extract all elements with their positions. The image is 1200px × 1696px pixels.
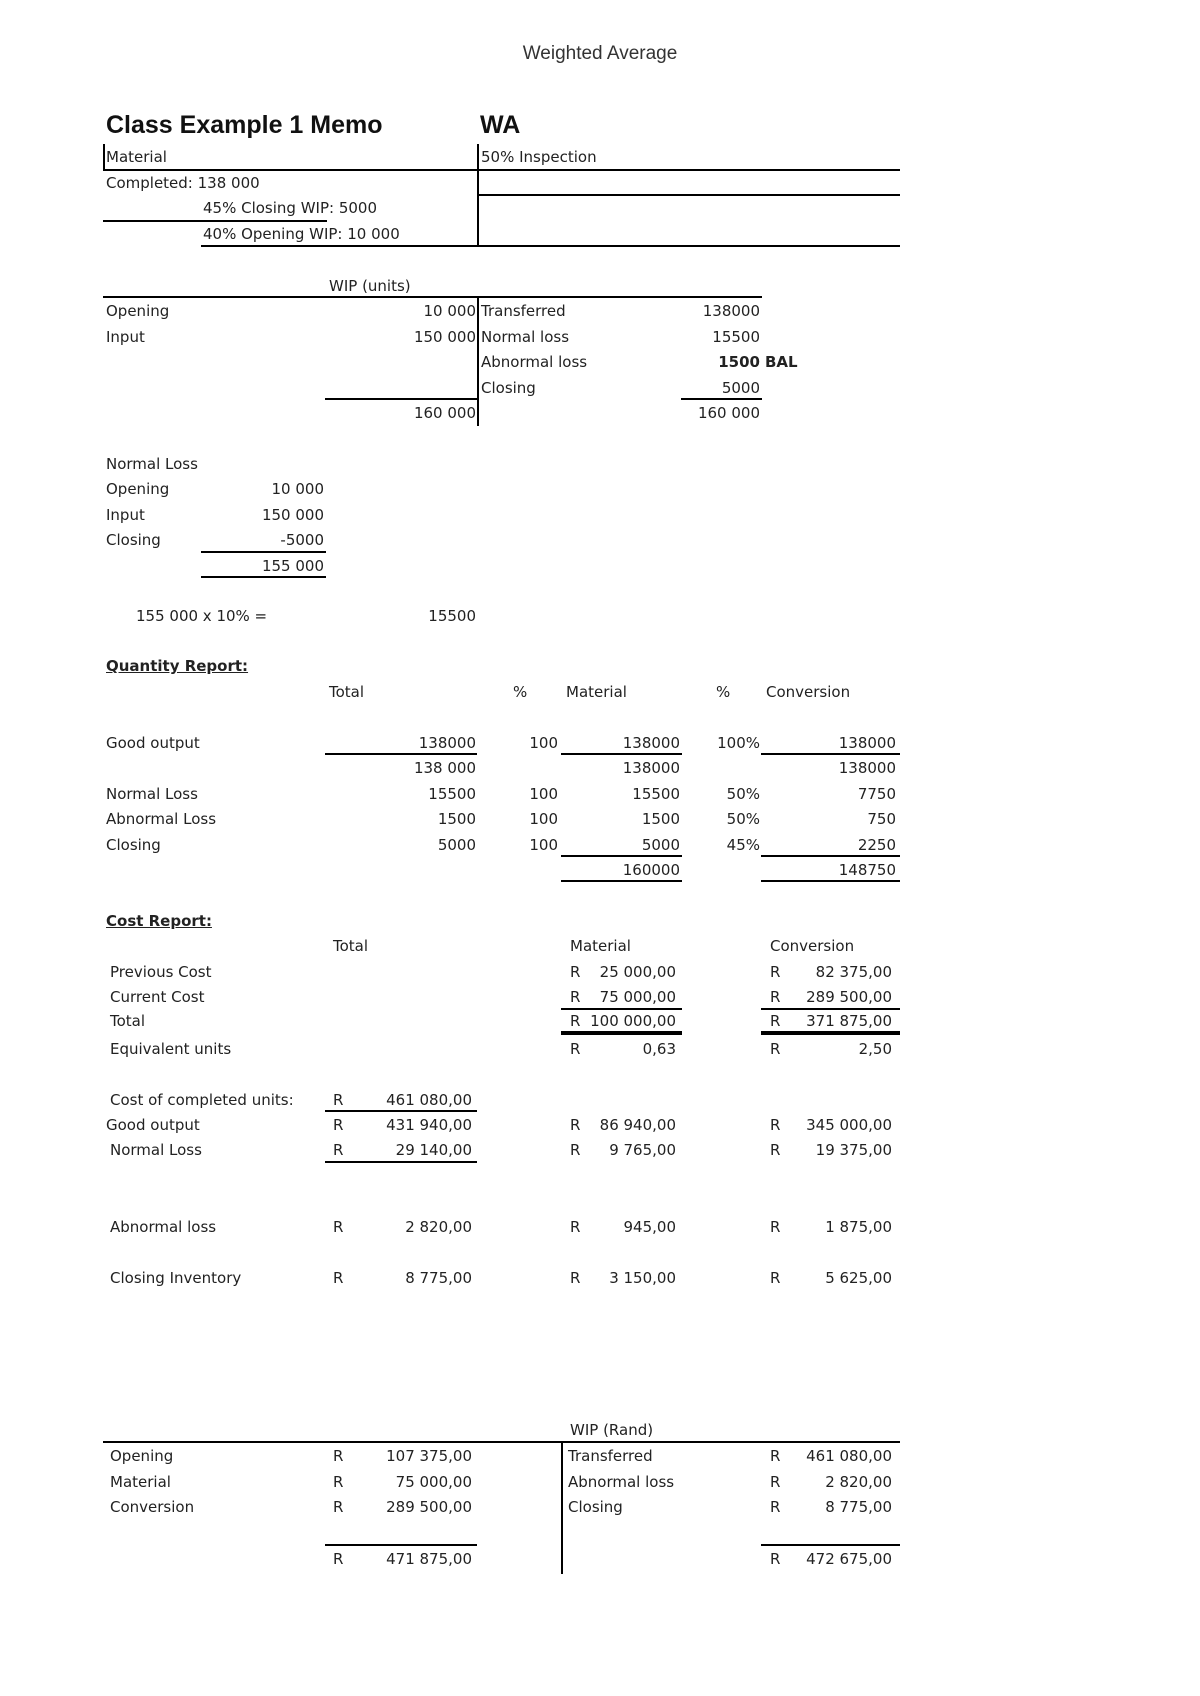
currency: R xyxy=(770,1141,781,1159)
cr-label: Current Cost xyxy=(110,988,205,1006)
qr-material: 1500 xyxy=(641,810,680,828)
rule xyxy=(761,753,900,755)
balance-note: BAL xyxy=(765,353,798,371)
info-completed: Completed: 138 000 xyxy=(106,174,260,192)
wr-label: Closing xyxy=(568,1498,623,1516)
nl-value: 10 000 xyxy=(271,480,324,498)
qr-label: Normal Loss xyxy=(106,785,198,803)
cr-label: Total xyxy=(110,1012,146,1030)
qr-material: 15500 xyxy=(632,785,680,803)
wip-credit-label: Transferred xyxy=(481,302,566,320)
cr-label: Abnormal loss xyxy=(110,1218,217,1236)
qr-material: 5000 xyxy=(641,836,680,854)
qr-header: % xyxy=(716,683,731,701)
currency: R xyxy=(570,1218,581,1236)
qr-total: 15500 xyxy=(428,785,476,803)
currency: R xyxy=(770,1498,781,1516)
currency: R xyxy=(770,1473,781,1491)
wip-debit-label: Input xyxy=(106,328,145,346)
cr-completed-label: Cost of completed units: xyxy=(110,1091,294,1109)
rule xyxy=(561,1008,682,1010)
wr-value: 289 500,00 xyxy=(386,1498,472,1516)
rule xyxy=(325,398,477,400)
currency: R xyxy=(770,1269,781,1287)
info-inspection: 50% Inspection xyxy=(481,148,597,166)
rule xyxy=(477,194,900,196)
cr-total: 431 940,00 xyxy=(386,1116,472,1134)
qr-conversion: 138000 xyxy=(838,734,896,752)
cr-material: 0,63 xyxy=(642,1040,676,1058)
rule xyxy=(561,880,682,882)
rule xyxy=(325,1110,477,1112)
wip-debit-label: Opening xyxy=(106,302,170,320)
wr-value: 107 375,00 xyxy=(386,1447,472,1465)
cr-material: 945,00 xyxy=(623,1218,676,1236)
t-divider xyxy=(477,296,479,426)
cr-header: Conversion xyxy=(770,937,855,955)
normal-loss-title: Normal Loss xyxy=(106,455,198,473)
currency: R xyxy=(770,963,781,981)
currency: R xyxy=(770,1040,781,1058)
cr-completed-total: 461 080,00 xyxy=(386,1091,472,1109)
wip-credit-value: 138000 xyxy=(702,302,760,320)
wr-value: 8 775,00 xyxy=(825,1498,892,1516)
currency: R xyxy=(333,1116,344,1134)
rule xyxy=(561,1031,682,1035)
cr-total: 2 820,00 xyxy=(405,1218,472,1236)
wip-credit-total: 160 000 xyxy=(697,404,760,422)
qr-total-conversion: 148750 xyxy=(838,861,896,879)
qr-header: % xyxy=(513,683,528,701)
cr-material: 75 000,00 xyxy=(599,988,676,1006)
rule xyxy=(103,1441,900,1443)
currency: R xyxy=(333,1498,344,1516)
wr-value: 461 080,00 xyxy=(806,1447,892,1465)
currency: R xyxy=(333,1091,344,1109)
cr-label: Equivalent units xyxy=(110,1040,232,1058)
t-divider xyxy=(561,1441,563,1574)
qr-conversion: 2250 xyxy=(857,836,896,854)
cr-label: Closing Inventory xyxy=(110,1269,242,1287)
qr-pct: 100% xyxy=(717,734,760,752)
cr-label: Normal Loss xyxy=(110,1141,202,1159)
page-header: Weighted Average xyxy=(522,43,678,64)
wr-label: Opening xyxy=(110,1447,174,1465)
cr-material: 86 940,00 xyxy=(599,1116,676,1134)
currency: R xyxy=(570,1141,581,1159)
nl-value: -5000 xyxy=(280,531,324,549)
qr-label: Good output xyxy=(106,734,200,752)
cr-conversion: 1 875,00 xyxy=(825,1218,892,1236)
cr-conversion: 289 500,00 xyxy=(806,988,892,1006)
wip-credit-label: Abnormal loss xyxy=(481,353,588,371)
cr-label: Good output xyxy=(106,1116,200,1134)
qr-total-material: 160000 xyxy=(622,861,680,879)
currency: R xyxy=(770,1012,781,1030)
rule xyxy=(103,169,900,171)
info-border xyxy=(103,144,105,170)
wip-debit-value: 10 000 xyxy=(423,302,476,320)
qr-subtotal: 138000 xyxy=(622,759,680,777)
qr-label: Abnormal Loss xyxy=(106,810,217,828)
nl-result: 15500 xyxy=(428,607,476,625)
rule xyxy=(325,753,477,755)
qr-pct: 50% xyxy=(726,810,760,828)
wip-credit-value: 1500 xyxy=(718,353,760,371)
currency: R xyxy=(770,988,781,1006)
rule xyxy=(103,296,762,298)
wip-units-title: WIP (units) xyxy=(329,277,411,295)
qr-header: Conversion xyxy=(766,683,851,701)
nl-formula: 155 000 x 10% = xyxy=(136,607,268,625)
wip-credit-value: 15500 xyxy=(712,328,760,346)
rule xyxy=(561,753,682,755)
cr-material: 3 150,00 xyxy=(609,1269,676,1287)
cost-report-title: Cost Report: xyxy=(106,912,212,930)
currency: R xyxy=(570,1116,581,1134)
qr-pct: 100 xyxy=(529,785,558,803)
rule xyxy=(325,1544,477,1546)
cr-material: 25 000,00 xyxy=(599,963,676,981)
qr-subtotal: 138000 xyxy=(838,759,896,777)
info-opening-wip: 40% Opening WIP: 10 000 xyxy=(203,225,400,243)
wip-debit-total: 160 000 xyxy=(413,404,476,422)
info-material: Material xyxy=(106,148,167,166)
title-tag: WA xyxy=(480,111,521,139)
nl-label: Opening xyxy=(106,480,170,498)
wr-label: Material xyxy=(110,1473,171,1491)
qr-total: 1500 xyxy=(437,810,476,828)
cr-label: Previous Cost xyxy=(110,963,212,981)
wr-label: Abnormal loss xyxy=(568,1473,675,1491)
rule xyxy=(201,576,326,578)
nl-value: 150 000 xyxy=(261,506,324,524)
cr-conversion: 19 375,00 xyxy=(815,1141,892,1159)
rule xyxy=(761,880,900,882)
quantity-report-title: Quantity Report: xyxy=(106,657,249,675)
qr-total: 5000 xyxy=(437,836,476,854)
cr-conversion: 345 000,00 xyxy=(806,1116,892,1134)
cr-header: Total xyxy=(333,937,369,955)
qr-material: 138000 xyxy=(622,734,680,752)
currency: R xyxy=(570,988,581,1006)
qr-pct: 100 xyxy=(529,734,558,752)
currency: R xyxy=(770,1218,781,1236)
currency: R xyxy=(333,1550,344,1568)
nl-label: Closing xyxy=(106,531,161,549)
cr-header: Material xyxy=(570,937,631,955)
cr-total: 29 140,00 xyxy=(395,1141,472,1159)
rule xyxy=(681,398,762,400)
wip-credit-label: Normal loss xyxy=(481,328,570,346)
wip-rand-title: WIP (Rand) xyxy=(570,1421,654,1439)
currency: R xyxy=(333,1218,344,1236)
wr-label: Conversion xyxy=(110,1498,195,1516)
qr-label: Closing xyxy=(106,836,161,854)
currency: R xyxy=(770,1550,781,1568)
rule xyxy=(761,1031,900,1035)
qr-conversion: 7750 xyxy=(857,785,896,803)
nl-total: 155 000 xyxy=(261,557,324,575)
qr-header: Total xyxy=(329,683,365,701)
wr-credit-total: 472 675,00 xyxy=(806,1550,892,1568)
wr-label: Transferred xyxy=(568,1447,653,1465)
qr-header: Material xyxy=(566,683,627,701)
cr-material: 100 000,00 xyxy=(590,1012,676,1030)
cr-conversion: 2,50 xyxy=(858,1040,892,1058)
rule xyxy=(103,220,327,222)
cr-material: 9 765,00 xyxy=(609,1141,676,1159)
wip-credit-label: Closing xyxy=(481,379,536,397)
cr-conversion: 371 875,00 xyxy=(806,1012,892,1030)
qr-conversion: 750 xyxy=(867,810,896,828)
qr-pct: 100 xyxy=(529,810,558,828)
wip-debit-value: 150 000 xyxy=(413,328,476,346)
cr-conversion: 5 625,00 xyxy=(825,1269,892,1287)
qr-subtotal: 138 000 xyxy=(413,759,476,777)
nl-label: Input xyxy=(106,506,145,524)
rule xyxy=(761,1544,900,1546)
currency: R xyxy=(570,1269,581,1287)
currency: R xyxy=(570,1012,581,1030)
qr-pct: 100 xyxy=(529,836,558,854)
wr-debit-total: 471 875,00 xyxy=(386,1550,472,1568)
rule xyxy=(761,855,900,857)
rule xyxy=(561,855,682,857)
rule xyxy=(761,1008,900,1010)
currency: R xyxy=(770,1447,781,1465)
currency: R xyxy=(770,1116,781,1134)
currency: R xyxy=(570,1040,581,1058)
currency: R xyxy=(333,1141,344,1159)
wr-value: 2 820,00 xyxy=(825,1473,892,1491)
wr-value: 75 000,00 xyxy=(395,1473,472,1491)
info-closing-wip: 45% Closing WIP: 5000 xyxy=(203,199,378,217)
currency: R xyxy=(570,963,581,981)
cr-total: 8 775,00 xyxy=(405,1269,472,1287)
currency: R xyxy=(333,1447,344,1465)
rule xyxy=(325,1161,477,1163)
qr-pct: 50% xyxy=(726,785,760,803)
rule xyxy=(201,551,326,553)
wip-credit-value: 5000 xyxy=(721,379,760,397)
currency: R xyxy=(333,1473,344,1491)
rule xyxy=(201,245,900,247)
qr-pct: 45% xyxy=(726,836,760,854)
cr-conversion: 82 375,00 xyxy=(815,963,892,981)
page-title: Class Example 1 Memo xyxy=(106,111,383,139)
currency: R xyxy=(333,1269,344,1287)
qr-total: 138000 xyxy=(418,734,476,752)
